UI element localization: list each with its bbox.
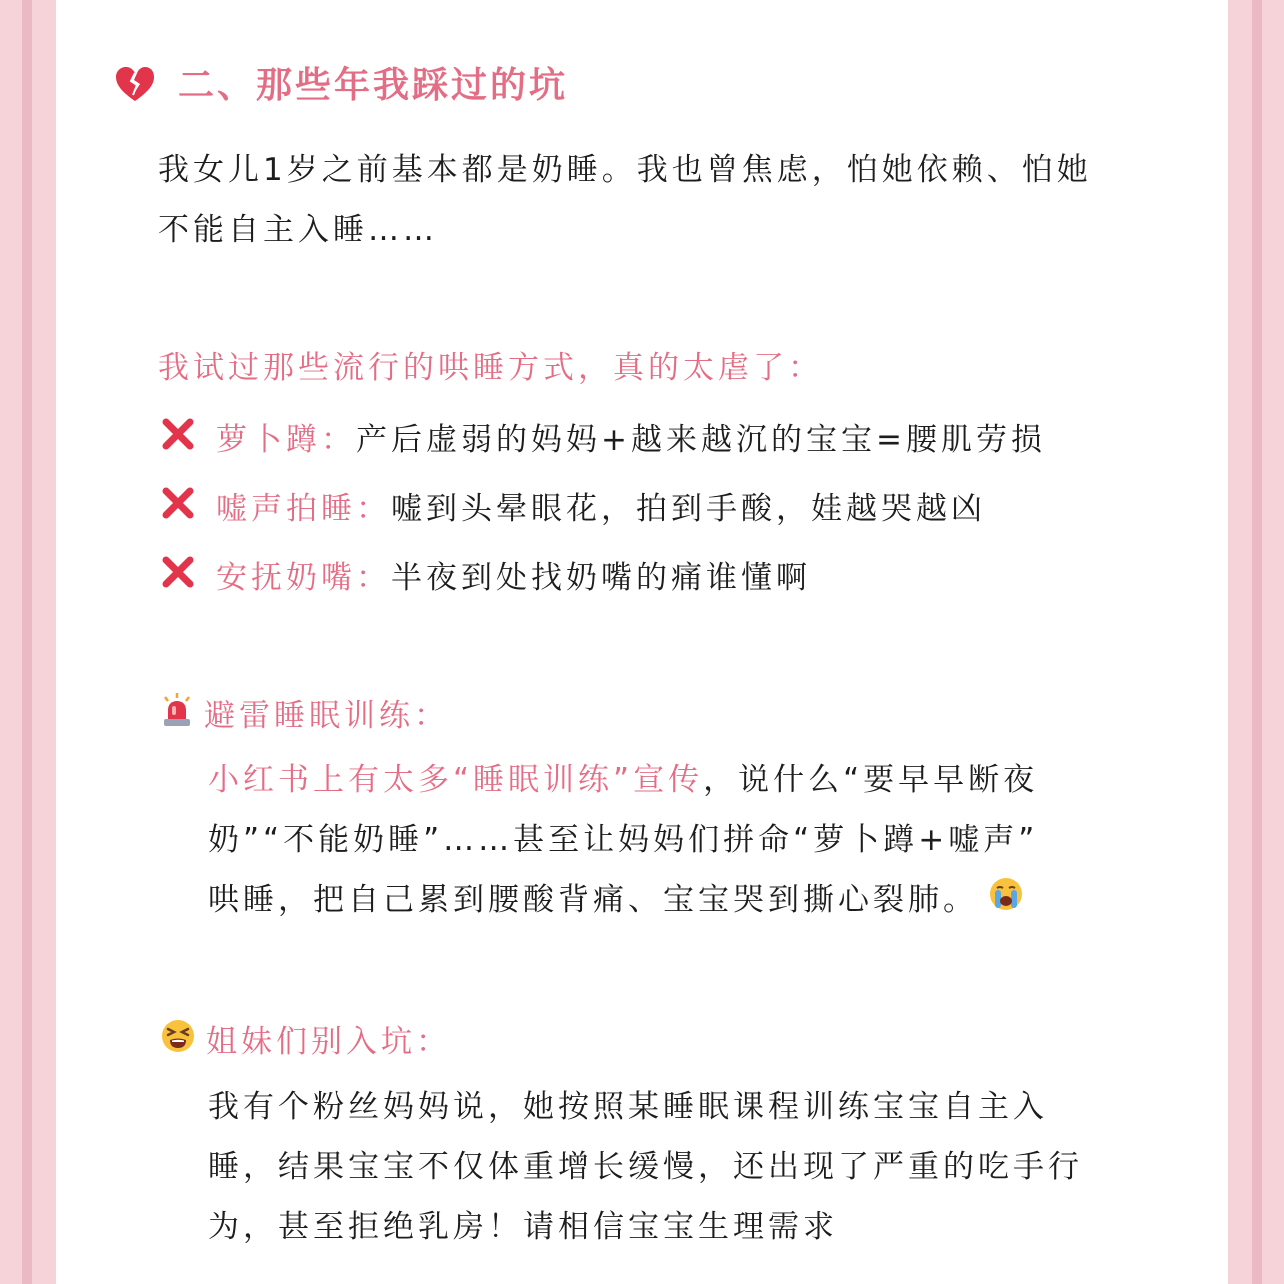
method-label: 嘘声拍睡： <box>216 490 391 527</box>
section-heading <box>114 58 568 114</box>
cross-mark-icon <box>160 554 196 594</box>
loudly-crying-face-icon <box>988 872 1024 932</box>
cross-mark-icon <box>160 416 196 456</box>
method-label: 安抚奶嘴： <box>216 559 391 596</box>
sisters-line-3: 为，甚至拒绝乳房！请相信宝宝生理需求 <box>208 1209 838 1245</box>
method-desc: 半夜到处找奶嘴的痛谁懂啊 <box>391 559 811 596</box>
warning-line-3-text: 哄睡，把自己累到腰酸背痛、宝宝哭到撕心裂肺。 <box>208 882 978 918</box>
method-desc: 嘘到头晕眼花，拍到手酸，娃越哭越凶 <box>391 490 986 527</box>
sisters-heading <box>160 1008 451 1068</box>
list-item <box>160 544 811 604</box>
warning-highlight: 小红书上有太多“睡眠训练”宣传 <box>208 762 704 798</box>
right-border-stripe <box>1252 0 1262 1284</box>
list-item <box>160 406 1046 466</box>
left-border-stripe <box>22 0 32 1284</box>
sisters-line-1: 我有个粉丝妈妈说，她按照某睡眠课程训练宝宝自主入 <box>208 1089 1048 1125</box>
method-desc: 产后虚弱的妈妈+越来越沉的宝宝=腰肌劳损 <box>356 421 1046 458</box>
section-title: 二、那些年我踩过的坑 <box>178 65 569 106</box>
sisters-title: 姐妹们别入坑： <box>206 1023 451 1060</box>
sisters-line-2: 睡，结果宝宝不仅体重增长缓慢，还出现了严重的吃手行 <box>208 1149 1083 1185</box>
siren-icon <box>160 692 194 732</box>
methods-title: 我试过那些流行的哄睡方式，真的太虐了： <box>158 350 823 386</box>
intro-line-2: 不能自主入睡…… <box>158 212 438 248</box>
list-item <box>160 475 986 535</box>
tired-face-icon <box>160 1018 196 1058</box>
warning-heading <box>160 682 449 742</box>
warning-line-1-rest: ，说什么“要早早断夜 <box>703 762 1039 798</box>
warning-line-1 <box>208 750 1038 810</box>
cross-mark-icon <box>160 485 196 525</box>
intro-line-1: 我女儿1岁之前基本都是奶睡。我也曾焦虑，怕她依赖、怕她 <box>158 152 1092 188</box>
warning-title: 避雷睡眠训练： <box>204 697 449 734</box>
warning-line-3 <box>208 870 1024 930</box>
broken-heart-icon <box>114 65 156 107</box>
method-label: 萝卜蹲： <box>216 421 356 458</box>
warning-line-2: 奶”“不能奶睡”……甚至让妈妈们拼命“萝卜蹲+嘘声” <box>208 822 1039 858</box>
